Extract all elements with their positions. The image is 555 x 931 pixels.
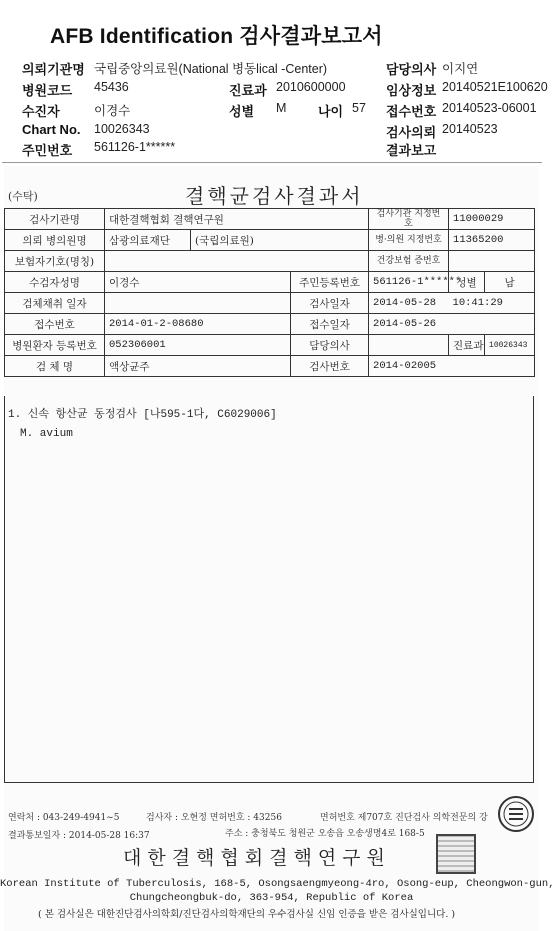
rrn-label: 주민번호 [22, 143, 73, 158]
designation-value: 11000029 [449, 209, 535, 230]
receipt-no-value: 20140523-06001 [442, 101, 537, 115]
insured-label: 보험자기호(명칭) [5, 251, 105, 272]
doctor-value: 이지연 [442, 62, 479, 76]
test-time-value: 10:41:29 [449, 293, 535, 314]
request-date-value: 20140523 [442, 122, 498, 136]
doctor-form-label: 담당의사 [291, 335, 369, 356]
dept-form-value: 10026343 [485, 335, 535, 356]
form-row [5, 314, 535, 335]
rrn-value: 561126-1****** [94, 140, 176, 154]
patient-value: 이경수 [94, 104, 131, 118]
result-organism: M. avium [20, 428, 73, 440]
form-row [5, 230, 535, 251]
rrn-form-label: 주민등록번호 [291, 272, 369, 293]
receipt-date-value: 2014-05-26 [369, 314, 535, 335]
receipt-no-label: 접수번호 [386, 104, 437, 119]
official-seal [436, 834, 476, 874]
header-divider [2, 162, 542, 163]
form-row [5, 293, 535, 314]
institution-value: 대한결핵협회 결핵연구원 [105, 209, 369, 230]
form-row [5, 209, 535, 230]
rrn-form-value: 561126-1****** [369, 272, 449, 293]
patient-name-label: 수검자성명 [5, 272, 105, 293]
hospital-code-value: 45436 [94, 80, 129, 94]
reg-value: 052306001 [105, 335, 291, 356]
document-title: 결핵균검사결과서 [185, 184, 364, 208]
hospital-code-label: 병원코드 [22, 83, 73, 98]
test-no-label: 검사번호 [291, 356, 369, 377]
specimen-value: 액상균주 [105, 356, 291, 377]
age-label: 나이 [318, 104, 344, 119]
footer-report-date: 결과통보일자 : 2014-05-28 16:37 [8, 831, 150, 841]
footer-phone: 연락처 : 043-249-4941~5 [8, 813, 120, 823]
institution-label: 검사기관명 [5, 209, 105, 230]
request-date-label: 검사의뢰 [386, 125, 437, 140]
footer-license: 면허번호 제707호 진단검사 의학전문의 강 [320, 813, 488, 823]
sex-form-value: 남 [485, 272, 535, 293]
form-row [5, 356, 535, 377]
test-date-label: 검사일자 [291, 293, 369, 314]
clinical-info-value: 20140521E100620 [442, 80, 548, 94]
clinical-info-label: 임상정보 [386, 83, 437, 98]
doctor-label: 담당의사 [386, 62, 437, 77]
dept-form-label: 진료과 [449, 335, 485, 356]
receipt-date-label: 접수일자 [291, 314, 369, 335]
footer-examiner: 검사자 : 오현정 면허번호 : 43256 [146, 813, 282, 823]
chart-no-label: Chart No. [22, 122, 81, 137]
receipt-value: 2014-01-2-08680 [105, 314, 291, 335]
chart-no-value: 10026343 [94, 122, 150, 136]
collect-label: 검체채취 일자 [5, 293, 105, 314]
clinic-no-label: 병·의원 지정번호 [369, 230, 449, 251]
institute-name: 대한결핵협회결핵연구원 [123, 847, 391, 869]
address-en-line2: Chungcheongbuk-do, 363-954, Republic of Korea [129, 892, 414, 904]
result-form [4, 208, 535, 377]
hospital-label: 의뢰 병의원명 [5, 230, 105, 251]
address-en-line1: Korean Institute of Tuberculosis, 168-5, Osongsaengmyeong-4ro, Osong-eup, Cheongwon-gun, [0, 878, 555, 890]
accreditation-logo-icon [496, 794, 536, 834]
test-date-value: 2014-05-28 [369, 293, 449, 314]
test-no-value: 2014-02005 [369, 356, 535, 377]
footer-address-kr: 주소 : 충청북도 청원군 오송읍 오송생명4로 168-5 [225, 829, 425, 839]
result-line-1: 1. 신속 항산균 동정검사 [나595-1다, C6029006] [8, 409, 277, 421]
specimen-label: 검 체 명 [5, 356, 105, 377]
result-body-box [4, 396, 534, 783]
patient-name-value: 이경수 [105, 272, 291, 293]
requester-label: 의뢰기관명 [22, 62, 85, 77]
form-row [5, 251, 535, 272]
insured-value [105, 251, 369, 272]
form-row [5, 335, 535, 356]
sex-label: 성별 [229, 104, 255, 119]
receive-mark: (수탁) [8, 190, 38, 203]
department-label: 진료과 [229, 83, 267, 98]
health-label: 건강보험 증번호 [369, 251, 449, 272]
reg-label: 병원환자 등록번호 [5, 335, 105, 356]
report-title: AFB Identification 검사결과보고서 [50, 25, 383, 48]
doctor-form-value [369, 335, 449, 356]
age-value: 57 [352, 101, 366, 115]
hospital-value: 삼광의료재단 [105, 230, 191, 251]
requester-value: 국립중앙의료원(National 병동lical -Center) [94, 62, 328, 76]
patient-label: 수진자 [22, 104, 60, 119]
designation-label: 검사기관 지정번호 [369, 209, 449, 230]
sex-value: M [276, 101, 287, 115]
form-row [5, 272, 535, 293]
collect-value [105, 293, 291, 314]
clinic-no-value: 11365200 [449, 230, 535, 251]
sex-form-label: 성별 [449, 272, 485, 293]
accreditation-notice: ( 본 검사실은 대한진단검사의학회/진단검사의학재단의 우수검사실 신임 인증을 받은 검사실입니다. ) [38, 909, 456, 920]
hospital-sub: (국립의료원) [191, 230, 369, 251]
result-report-label: 결과보고 [386, 143, 437, 158]
department-value: 2010600000 [276, 80, 346, 94]
receipt-label: 접수번호 [5, 314, 105, 335]
health-value [449, 251, 535, 272]
